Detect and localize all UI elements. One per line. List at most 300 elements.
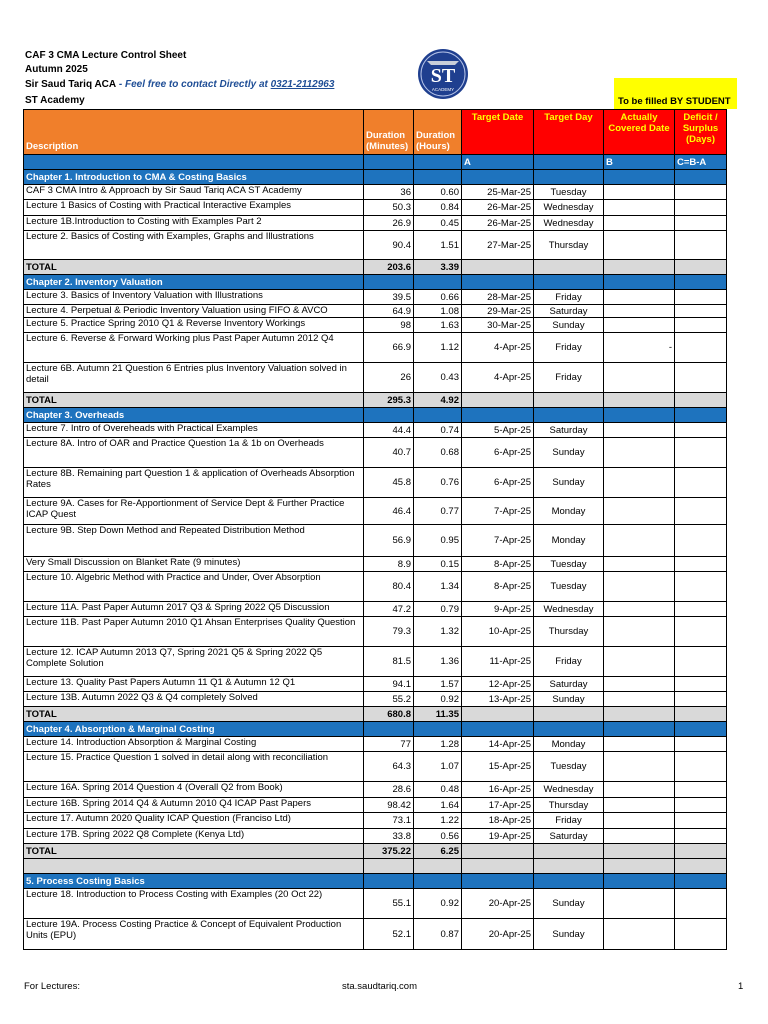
sheet-title: CAF 3 CMA Lecture Control Sheet: [25, 50, 187, 61]
chapter-header-row: [24, 408, 727, 423]
duration-minutes: 40.7: [364, 438, 414, 468]
duration-minutes: 26: [364, 363, 414, 393]
total-label: TOTAL: [24, 844, 364, 859]
duration-hours: 1.08: [414, 305, 462, 318]
target-date: 11-Apr-25: [462, 647, 534, 677]
col-target-day: Target Day: [534, 110, 604, 155]
deficit-surplus-days[interactable]: [675, 692, 727, 707]
contact-line: [25, 78, 334, 92]
deficit-surplus-days[interactable]: [675, 290, 727, 305]
actually-covered-date[interactable]: [604, 185, 675, 200]
duration-minutes: 94.1: [364, 677, 414, 692]
duration-hours: 1.64: [414, 798, 462, 813]
target-date: 12-Apr-25: [462, 677, 534, 692]
lecture-row: [24, 617, 727, 647]
student-fill-banner: [614, 78, 737, 109]
instructor-name: Sir Saud Tariq ACA: [25, 79, 117, 90]
chapter-empty-cell: [414, 874, 462, 889]
deficit-surplus-days[interactable]: [675, 333, 727, 363]
target-day: Wednesday: [534, 200, 604, 216]
lecture-row: [24, 829, 727, 844]
chapter-empty-cell: [462, 874, 534, 889]
lecture-description: Lecture 8A. Intro of OAR and Practice Question 1a & 1b on Overheads: [24, 438, 364, 468]
duration-hours: 1.51: [414, 231, 462, 260]
lecture-description: Lecture 14. Introduction Absorption & Marginal Costing: [24, 737, 364, 752]
target-day: Monday: [534, 498, 604, 525]
total-empty-cell: [534, 707, 604, 722]
lecture-row: [24, 889, 727, 919]
chapter-empty-cell: [604, 408, 675, 423]
duration-hours: 0.48: [414, 782, 462, 798]
lecture-description: Lecture 18. Introduction to Process Costing with Examples (20 Oct 22): [24, 889, 364, 919]
duration-minutes: 33.8: [364, 829, 414, 844]
target-date: 8-Apr-25: [462, 557, 534, 572]
col-actually-covered-l2: Covered Date: [608, 123, 670, 134]
chapter-empty-cell: [604, 275, 675, 290]
total-empty-cell: [534, 260, 604, 275]
spacer-cell: [534, 859, 604, 874]
actually-covered-date[interactable]: [604, 813, 675, 829]
actually-covered-date[interactable]: [604, 572, 675, 602]
chapter-empty-cell: [364, 874, 414, 889]
actually-covered-date[interactable]: [604, 468, 675, 498]
total-minutes: 680.8: [364, 707, 414, 722]
target-date: 17-Apr-25: [462, 798, 534, 813]
duration-hours: 0.60: [414, 185, 462, 200]
academy-name: ST Academy: [25, 95, 85, 106]
actually-covered-date[interactable]: [604, 363, 675, 393]
lecture-description: Lecture 11A. Past Paper Autumn 2017 Q3 & Spring 2022 Q5 Discussion: [24, 602, 364, 617]
lecture-description: Lecture 9A. Cases for Re-Apportionment of Service Dept & Further Practice ICAP Quest: [24, 498, 364, 525]
target-day: Tuesday: [534, 557, 604, 572]
actually-covered-date[interactable]: [604, 231, 675, 260]
actually-covered-date[interactable]: [604, 525, 675, 557]
deficit-surplus-days[interactable]: [675, 647, 727, 677]
target-day: Saturday: [534, 305, 604, 318]
lecture-row: [24, 498, 727, 525]
duration-minutes: 81.5: [364, 647, 414, 677]
target-date: 15-Apr-25: [462, 752, 534, 782]
duration-minutes: 50.3: [364, 200, 414, 216]
deficit-surplus-days[interactable]: [675, 318, 727, 333]
logo-subtext: ACADEMY: [431, 87, 455, 92]
lecture-description: Lecture 6B. Autumn 21 Question 6 Entries plus Inventory Valuation solved in detail: [24, 363, 364, 393]
duration-hours: 1.12: [414, 333, 462, 363]
duration-minutes: 8.9: [364, 557, 414, 572]
deficit-surplus-days[interactable]: [675, 498, 727, 525]
formula-marker-row: [24, 155, 727, 170]
lecture-description: Lecture 9B. Step Down Method and Repeated Distribution Method: [24, 525, 364, 557]
chapter-title: Chapter 4. Absorption & Marginal Costing: [24, 722, 364, 737]
target-date: 27-Mar-25: [462, 231, 534, 260]
lecture-description: Lecture 19A. Process Costing Practice & Concept of Equivalent Production Units (EPU): [24, 919, 364, 950]
target-day: Tuesday: [534, 752, 604, 782]
duration-hours: 1.34: [414, 572, 462, 602]
deficit-surplus-days[interactable]: [675, 617, 727, 647]
chapter-empty-cell: [462, 275, 534, 290]
duration-hours: 0.87: [414, 919, 462, 950]
target-date: 16-Apr-25: [462, 782, 534, 798]
duration-hours: 0.76: [414, 468, 462, 498]
chapter-header-row: [24, 722, 727, 737]
lecture-row: [24, 305, 727, 318]
lecture-description: Lecture 13. Quality Past Papers Autumn 11 Q1 & Autumn 12 Q1: [24, 677, 364, 692]
actually-covered-date[interactable]: [604, 305, 675, 318]
duration-minutes: 39.5: [364, 290, 414, 305]
duration-hours: 0.43: [414, 363, 462, 393]
target-day: Friday: [534, 647, 604, 677]
lecture-row: [24, 468, 727, 498]
total-hours: 3.39: [414, 260, 462, 275]
logo-text: ST: [430, 65, 456, 87]
lecture-row: [24, 919, 727, 950]
total-empty-cell: [462, 260, 534, 275]
lecture-description: Lecture 11B. Past Paper Autumn 2010 Q1 Ahsan Enterprises Quality Question: [24, 617, 364, 647]
deficit-surplus-days[interactable]: [675, 423, 727, 438]
total-empty-cell: [462, 844, 534, 859]
total-empty-cell: [462, 707, 534, 722]
lecture-row: [24, 752, 727, 782]
duration-minutes: 66.9: [364, 333, 414, 363]
target-day: Sunday: [534, 919, 604, 950]
col-duration-hours: [414, 110, 462, 155]
chapter-empty-cell: [604, 722, 675, 737]
deficit-surplus-days[interactable]: [675, 737, 727, 752]
chapter-empty-cell: [462, 170, 534, 185]
duration-hours: 0.74: [414, 423, 462, 438]
target-date: 13-Apr-25: [462, 692, 534, 707]
deficit-surplus-days[interactable]: [675, 677, 727, 692]
lecture-row: [24, 290, 727, 305]
total-row: [24, 707, 727, 722]
target-day: Friday: [534, 333, 604, 363]
lecture-row: [24, 602, 727, 617]
duration-minutes: 98.42: [364, 798, 414, 813]
duration-minutes: 44.4: [364, 423, 414, 438]
deficit-surplus-days[interactable]: [675, 602, 727, 617]
lecture-description: Lecture 1 Basics of Costing with Practical Interactive Examples: [24, 200, 364, 216]
chapter-empty-cell: [364, 408, 414, 423]
target-date: 4-Apr-25: [462, 363, 534, 393]
lecture-row: [24, 333, 727, 363]
lecture-row: [24, 572, 727, 602]
actually-covered-date[interactable]: [604, 677, 675, 692]
duration-minutes: 80.4: [364, 572, 414, 602]
total-empty-cell: [675, 844, 727, 859]
actually-covered-date[interactable]: [604, 919, 675, 950]
spacer-cell: [462, 859, 534, 874]
lecture-row: [24, 200, 727, 216]
col-description: Description: [24, 110, 364, 155]
duration-minutes: 55.1: [364, 889, 414, 919]
col-duration-minutes: [364, 110, 414, 155]
actually-covered-date[interactable]: [604, 647, 675, 677]
duration-hours: 0.79: [414, 602, 462, 617]
target-day: Sunday: [534, 438, 604, 468]
total-hours: 6.25: [414, 844, 462, 859]
lecture-description: Lecture 17. Autumn 2020 Quality ICAP Question (Franciso Ltd): [24, 813, 364, 829]
academy-logo: [413, 47, 473, 99]
total-label: TOTAL: [24, 260, 364, 275]
total-minutes: 203.6: [364, 260, 414, 275]
marker-c: C=B-A: [675, 155, 727, 170]
marker-b: B: [604, 155, 675, 170]
chapter-empty-cell: [675, 170, 727, 185]
total-row: [24, 260, 727, 275]
marker-empty: [534, 155, 604, 170]
target-date: 7-Apr-25: [462, 498, 534, 525]
deficit-surplus-days[interactable]: [675, 231, 727, 260]
target-day: Thursday: [534, 617, 604, 647]
chapter-empty-cell: [675, 408, 727, 423]
student-fill-label: To be filled BY STUDENT: [618, 96, 731, 107]
target-day: Friday: [534, 813, 604, 829]
chapter-empty-cell: [675, 722, 727, 737]
duration-minutes: 73.1: [364, 813, 414, 829]
target-day: Wednesday: [534, 216, 604, 231]
chapter-title: Chapter 3. Overheads: [24, 408, 364, 423]
actually-covered-date[interactable]: [604, 498, 675, 525]
col-deficit-l1: Deficit /: [683, 112, 718, 123]
chapter-empty-cell: [414, 722, 462, 737]
duration-hours: 1.36: [414, 647, 462, 677]
duration-minutes: 28.6: [364, 782, 414, 798]
lecture-description: Lecture 6. Reverse & Forward Working plus Past Paper Autumn 2012 Q4: [24, 333, 364, 363]
marker-empty: [24, 155, 364, 170]
spacer-cell: [675, 859, 727, 874]
total-empty-cell: [675, 393, 727, 408]
deficit-surplus-days[interactable]: [675, 200, 727, 216]
lecture-description: Lecture 1B.Introduction to Costing with Examples Part 2: [24, 216, 364, 231]
target-day: Sunday: [534, 468, 604, 498]
spacer-cell: [604, 859, 675, 874]
lecture-row: [24, 525, 727, 557]
total-empty-cell: [604, 393, 675, 408]
chapter-empty-cell: [414, 408, 462, 423]
target-date: 28-Mar-25: [462, 290, 534, 305]
actually-covered-date[interactable]: [604, 798, 675, 813]
chapter-title: 5. Process Costing Basics: [24, 874, 364, 889]
actually-covered-date[interactable]: [604, 602, 675, 617]
duration-hours: 1.32: [414, 617, 462, 647]
deficit-surplus-days[interactable]: [675, 889, 727, 919]
footer-lectures-label: For Lectures:: [24, 981, 80, 992]
lecture-description: Lecture 16B. Spring 2014 Q4 & Autumn 2010 Q4 ICAP Past Papers: [24, 798, 364, 813]
target-day: Tuesday: [534, 185, 604, 200]
duration-minutes: 45.8: [364, 468, 414, 498]
lecture-description: Lecture 10. Algebric Method with Practice and Under, Over Absorption: [24, 572, 364, 602]
actually-covered-date[interactable]: -: [604, 333, 675, 363]
duration-minutes: 55.2: [364, 692, 414, 707]
target-date: 19-Apr-25: [462, 829, 534, 844]
lecture-row: [24, 231, 727, 260]
duration-minutes: 47.2: [364, 602, 414, 617]
duration-minutes: 79.3: [364, 617, 414, 647]
actually-covered-date[interactable]: [604, 423, 675, 438]
chapter-empty-cell: [364, 170, 414, 185]
lecture-row: [24, 813, 727, 829]
lecture-row: [24, 318, 727, 333]
duration-hours: 1.22: [414, 813, 462, 829]
actually-covered-date[interactable]: [604, 752, 675, 782]
target-day: Thursday: [534, 231, 604, 260]
target-day: Friday: [534, 290, 604, 305]
actually-covered-date[interactable]: [604, 617, 675, 647]
actually-covered-date[interactable]: [604, 782, 675, 798]
duration-minutes: 98: [364, 318, 414, 333]
phone-link[interactable]: 0321-2112963: [270, 79, 335, 90]
col-deficit-l2: Surplus: [682, 123, 719, 134]
chapter-empty-cell: [675, 874, 727, 889]
duration-hours: 1.28: [414, 737, 462, 752]
target-date: 14-Apr-25: [462, 737, 534, 752]
spacer-cell: [414, 859, 462, 874]
deficit-surplus-days[interactable]: [675, 752, 727, 782]
actually-covered-date[interactable]: [604, 438, 675, 468]
chapter-header-row: [24, 275, 727, 290]
duration-hours: 0.77: [414, 498, 462, 525]
duration-hours: 0.84: [414, 200, 462, 216]
duration-minutes: 64.3: [364, 752, 414, 782]
total-minutes: 295.3: [364, 393, 414, 408]
total-label: TOTAL: [24, 393, 364, 408]
deficit-surplus-days[interactable]: [675, 813, 727, 829]
lecture-row: [24, 557, 727, 572]
total-label: TOTAL: [24, 707, 364, 722]
target-day: Sunday: [534, 692, 604, 707]
chapter-title: Chapter 1. Introduction to CMA & Costing Basics: [24, 170, 364, 185]
duration-hours: 0.66: [414, 290, 462, 305]
contact-note: Feel free to contact Directly at: [125, 79, 271, 90]
chapter-empty-cell: [534, 170, 604, 185]
lecture-description: Lecture 3. Basics of Inventory Valuation with Illustrations: [24, 290, 364, 305]
actually-covered-date[interactable]: [604, 200, 675, 216]
total-empty-cell: [534, 844, 604, 859]
duration-hours: 1.63: [414, 318, 462, 333]
target-day: Monday: [534, 737, 604, 752]
duration-minutes: 36: [364, 185, 414, 200]
total-empty-cell: [675, 260, 727, 275]
deficit-surplus-days[interactable]: [675, 216, 727, 231]
actually-covered-date[interactable]: [604, 692, 675, 707]
lecture-table-body: [24, 110, 727, 950]
chapter-empty-cell: [364, 722, 414, 737]
chapter-empty-cell: [534, 874, 604, 889]
chapter-header-row: [24, 170, 727, 185]
deficit-surplus-days[interactable]: [675, 829, 727, 844]
duration-minutes: 56.9: [364, 525, 414, 557]
total-empty-cell: [675, 707, 727, 722]
target-date: 9-Apr-25: [462, 602, 534, 617]
target-day: Friday: [534, 363, 604, 393]
target-day: Wednesday: [534, 782, 604, 798]
col-target-date: Target Date: [462, 110, 534, 155]
deficit-surplus-days[interactable]: [675, 557, 727, 572]
actually-covered-date[interactable]: [604, 557, 675, 572]
lecture-description: Lecture 4. Perpetual & Periodic Inventory Valuation using FIFO & AVCO: [24, 305, 364, 318]
duration-minutes: 90.4: [364, 231, 414, 260]
duration-minutes: 64.9: [364, 305, 414, 318]
duration-minutes: 46.4: [364, 498, 414, 525]
duration-hours: 1.57: [414, 677, 462, 692]
lecture-row: [24, 647, 727, 677]
total-row: [24, 844, 727, 859]
marker-empty: [414, 155, 462, 170]
duration-hours: 0.92: [414, 692, 462, 707]
target-day: Saturday: [534, 677, 604, 692]
footer-website[interactable]: sta.saudtariq.com: [342, 981, 417, 992]
chapter-title: Chapter 2. Inventory Valuation: [24, 275, 364, 290]
col-deficit-l3: (Days): [685, 134, 716, 145]
deficit-surplus-days[interactable]: [675, 572, 727, 602]
duration-hours: 0.95: [414, 525, 462, 557]
deficit-surplus-days[interactable]: [675, 305, 727, 318]
actually-covered-date[interactable]: [604, 829, 675, 844]
column-header-row: [24, 110, 727, 155]
target-day: Thursday: [534, 798, 604, 813]
duration-minutes: 52.1: [364, 919, 414, 950]
lecture-description: Lecture 8B. Remaining part Question 1 & application of Overheads Absorption Rates: [24, 468, 364, 498]
target-date: 8-Apr-25: [462, 572, 534, 602]
lecture-row: [24, 438, 727, 468]
duration-hours: 0.15: [414, 557, 462, 572]
spacer-cell: [24, 859, 364, 874]
deficit-surplus-days[interactable]: [675, 185, 727, 200]
deficit-surplus-days[interactable]: [675, 782, 727, 798]
actually-covered-date[interactable]: [604, 290, 675, 305]
total-minutes: 375.22: [364, 844, 414, 859]
total-empty-cell: [462, 393, 534, 408]
total-hours: 4.92: [414, 393, 462, 408]
target-date: 20-Apr-25: [462, 919, 534, 950]
deficit-surplus-days[interactable]: [675, 525, 727, 557]
actually-covered-date[interactable]: [604, 889, 675, 919]
deficit-surplus-days[interactable]: [675, 438, 727, 468]
marker-a: A: [462, 155, 534, 170]
col-duration-hours-l2: (Hours): [416, 141, 450, 152]
deficit-surplus-days[interactable]: [675, 363, 727, 393]
target-date: 4-Apr-25: [462, 333, 534, 363]
chapter-empty-cell: [534, 408, 604, 423]
lecture-description: Lecture 13B. Autumn 2022 Q3 & Q4 completely Solved: [24, 692, 364, 707]
target-date: 18-Apr-25: [462, 813, 534, 829]
deficit-surplus-days[interactable]: [675, 919, 727, 950]
chapter-empty-cell: [462, 722, 534, 737]
lecture-description: Lecture 17B. Spring 2022 Q8 Complete (Kenya Ltd): [24, 829, 364, 844]
target-date: 7-Apr-25: [462, 525, 534, 557]
target-date: 20-Apr-25: [462, 889, 534, 919]
target-date: 29-Mar-25: [462, 305, 534, 318]
spacer-cell: [364, 859, 414, 874]
target-day: Monday: [534, 525, 604, 557]
target-day: Tuesday: [534, 572, 604, 602]
chapter-empty-cell: [462, 408, 534, 423]
deficit-surplus-days[interactable]: [675, 798, 727, 813]
actually-covered-date[interactable]: [604, 216, 675, 231]
total-empty-cell: [534, 393, 604, 408]
col-duration-minutes-l2: (Minutes): [366, 141, 409, 152]
footer-page-number: 1: [738, 981, 744, 992]
lecture-description: Lecture 12. ICAP Autumn 2013 Q7, Spring 2021 Q5 & Spring 2022 Q5 Complete Solution: [24, 647, 364, 677]
duration-minutes: 26.9: [364, 216, 414, 231]
chapter-empty-cell: [534, 722, 604, 737]
lecture-row: [24, 782, 727, 798]
deficit-surplus-days[interactable]: [675, 468, 727, 498]
target-day: Sunday: [534, 889, 604, 919]
total-row: [24, 393, 727, 408]
actually-covered-date[interactable]: [604, 318, 675, 333]
actually-covered-date[interactable]: [604, 737, 675, 752]
